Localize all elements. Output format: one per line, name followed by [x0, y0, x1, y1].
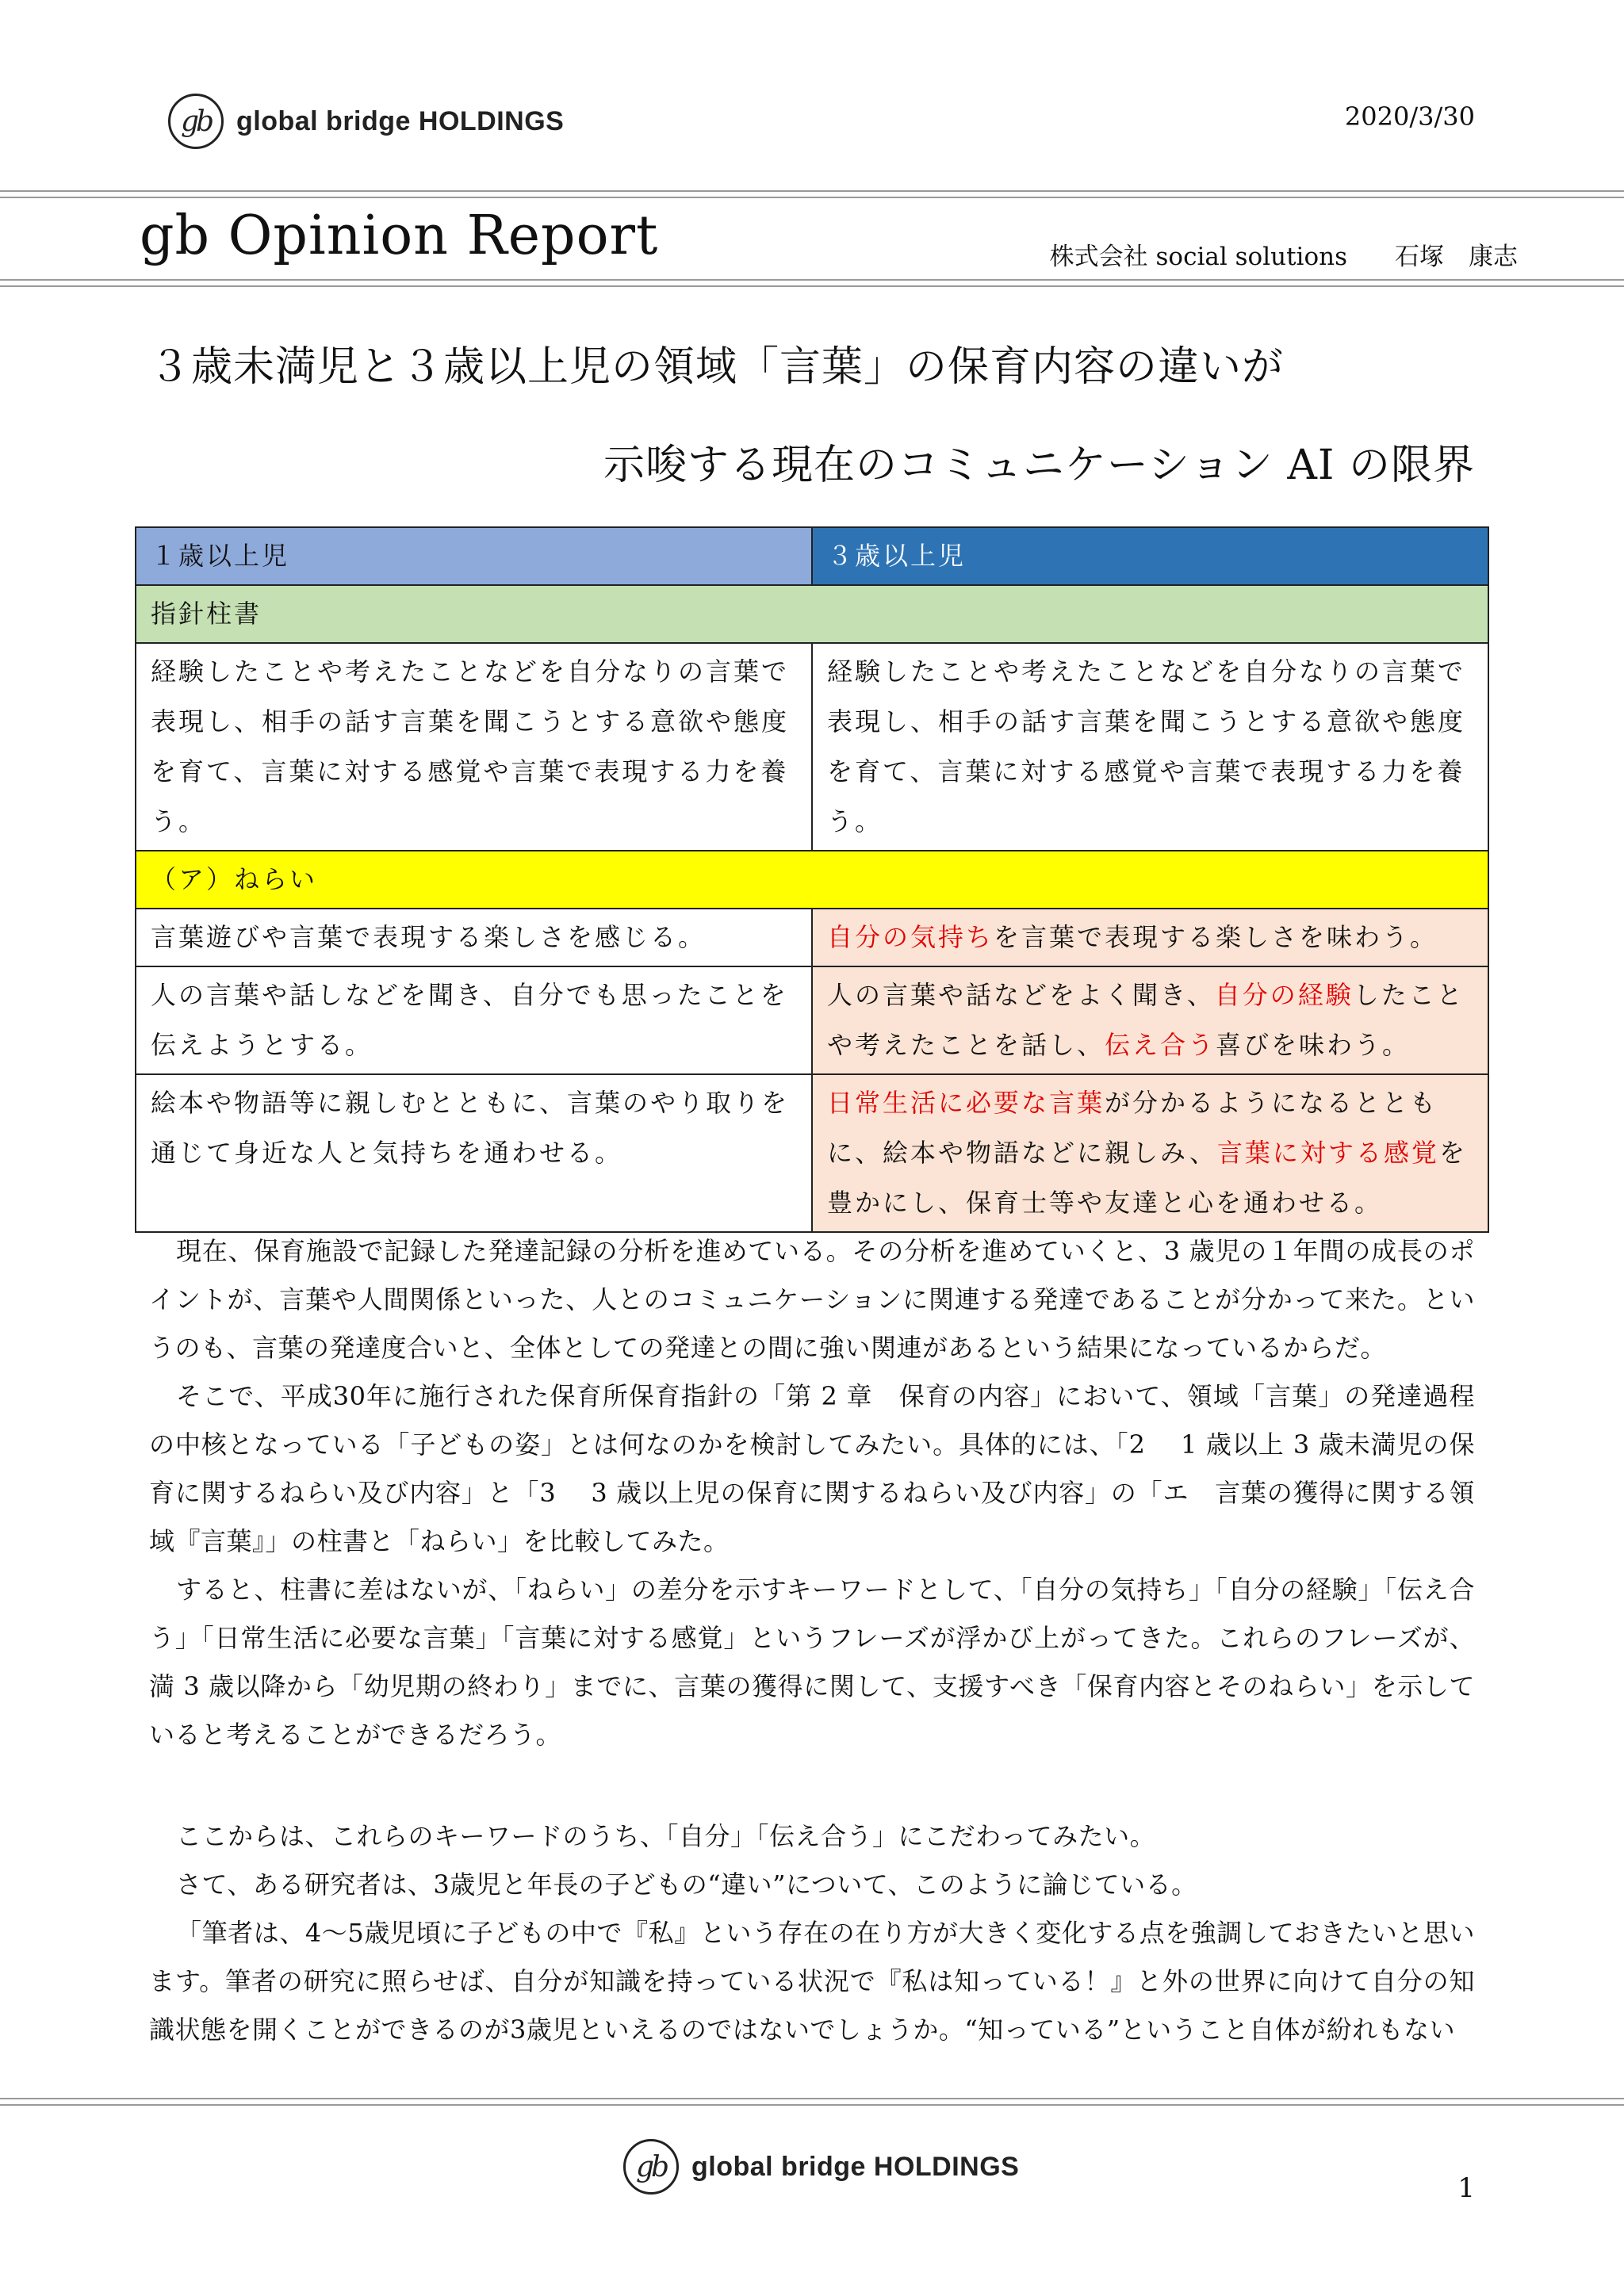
cell-text: を言葉で表現する楽しさを味わう。 [994, 922, 1438, 952]
gb-logo-icon: gb [168, 94, 224, 149]
body-section-2 [149, 1812, 1475, 2054]
company-name: 株式会社 social solutions [1049, 243, 1347, 271]
footer-logo [623, 2139, 1019, 2195]
header-logo-text: global bridge HOLDINGS [236, 105, 565, 136]
gb-logo-icon: gb [623, 2139, 679, 2195]
paragraph: 「筆者は、4～5歳児頃に子どもの中で『私』という存在の在り方が大きく変化する点を強調しておきたいと思います。筆者の研究に照らせば、自分が知識を持っている状況で『私は知っている！』と外の世界に向けて自分の知識状態を開くことができるのが3歳児といえるのではないでしょうか。“知っている”ということ自体が紛れもない [149, 1918, 1475, 2045]
headline-line-2: 示唆する現在のコミュニケーション AI の限界 [603, 442, 1475, 489]
table-cell-right: 経験したことや考えたことなどを自分なりの言葉で表現し、相手の話す言葉を聞こうとする意欲や態度を育て、言葉に対する感覚や言葉で表現する力を養う。 [812, 643, 1488, 851]
report-title: gb Opinion Report [140, 205, 659, 267]
keyword-highlight: 言葉に対する感覚 [1216, 1138, 1439, 1168]
comparison-table [135, 526, 1489, 1233]
header-logo [168, 94, 564, 149]
report-date: 2020/3/30 [1344, 101, 1475, 132]
table-header-row [136, 527, 1488, 585]
paragraph: すると、柱書に差はないが、「ねらい」の差分を示すキーワードとして、「自分の気持ち」「自分の経験」「伝え合う」「日常生活に必要な言葉」「言葉に対する感覚」というフレーズが浮かび上がってきた。これらのフレーズが、満 3 歳以降から「幼児期の終わり」までに、言葉の獲得に関して、支援すべき「保育内容とそのねらい」を示していると考えることができるだろう。 [149, 1575, 1475, 1750]
footer-logo-text: global bridge HOLDINGS [691, 2151, 1020, 2182]
table-cell-left: 絵本や物語等に親しむとともに、言葉のやり取りを通じて身近な人と気持ちを通わせる。 [136, 1074, 812, 1232]
footer-divider [0, 2098, 1624, 2106]
keyword-highlight: 自分の経験 [1214, 980, 1354, 1010]
table-row [136, 643, 1488, 851]
cell-text: が分かるようになるとともに、絵本や物語などに親しみ、 [827, 1088, 1438, 1168]
author-line [1050, 236, 1518, 272]
section-row-guideline [136, 585, 1488, 643]
page-number: 1 [1457, 2172, 1475, 2204]
author-name: 石塚 康志 [1395, 243, 1518, 271]
col-header-1yr: １歳以上児 [136, 527, 812, 585]
paragraph: ここからは、これらのキーワードのうち、「自分」「伝え合う」にこだわってみたい。 [176, 1821, 1156, 1851]
col-header-3yr: ３歳以上児 [812, 527, 1488, 585]
cell-text: を豊かにし、保育士等や友達と心を通わせる。 [827, 1138, 1467, 1218]
table-cell-right [812, 909, 1488, 966]
table-row [136, 909, 1488, 966]
keyword-highlight: 伝え合う [1105, 1030, 1216, 1060]
headline-line-1: ３歳未満児と３歳以上児の領域「言葉」の保育内容の違いが [149, 343, 1285, 391]
table-row [136, 1074, 1488, 1232]
section-label-guideline: 指針柱書 [136, 585, 1488, 643]
cell-text: したことや考えたことを話し、 [827, 980, 1465, 1060]
paragraph: そこで、平成30年に施行された保育所保育指針の「第 2 章 保育の内容」において、領域「言葉」の発達過程の中核となっている「子どもの姿」とは何なのかを検討してみたい。具体的には、「2 1 歳以上 3 歳未満児の保育に関するねらい及び内容」と「3 3 歳以上児の保育に関するねらい及び内容」の「エ 言葉の獲得に関する領域『言葉』」の柱書と「ねらい」を比較してみた。 [149, 1381, 1475, 1556]
section-row-aims [136, 851, 1488, 909]
table-cell-right [812, 1074, 1488, 1232]
keyword-highlight: 自分の気持ち [827, 922, 994, 952]
keyword-highlight: 日常生活に必要な言葉 [827, 1088, 1105, 1118]
header-divider-bottom [0, 279, 1624, 287]
table-cell-left: 人の言葉や話しなどを聞き、自分でも思ったことを伝えようとする。 [136, 966, 812, 1074]
table-cell-right [812, 966, 1488, 1074]
section-label-aims: （ア）ねらい [136, 851, 1488, 909]
cell-text: 人の言葉や話などをよく聞き、 [827, 980, 1215, 1010]
cell-text: 喜びを味わう。 [1216, 1030, 1411, 1060]
table-row [136, 966, 1488, 1074]
paragraph: 現在、保育施設で記録した発達記録の分析を進めている。その分析を進めていくと、3 歳児の１年間の成長のポイントが、言葉や人間関係といった、人とのコミュニケーションに関連する発達であることが分かって来た。というのも、言葉の発達度合いと、全体としての発達との間に強い関連があるという結果になっているからだ。 [149, 1236, 1475, 1363]
table-cell-left: 言葉遊びや言葉で表現する楽しさを感じる。 [136, 909, 812, 966]
body-section-1 [149, 1227, 1475, 1759]
paragraph: さて、ある研究者は、3歳児と年長の子どもの“違い”について、このように論じている。 [176, 1869, 1197, 1900]
table-cell-left: 経験したことや考えたことなどを自分なりの言葉で表現し、相手の話す言葉を聞こうとする意欲や態度を育て、言葉に対する感覚や言葉で表現する力を養う。 [136, 643, 812, 851]
header-divider-top [0, 190, 1624, 198]
